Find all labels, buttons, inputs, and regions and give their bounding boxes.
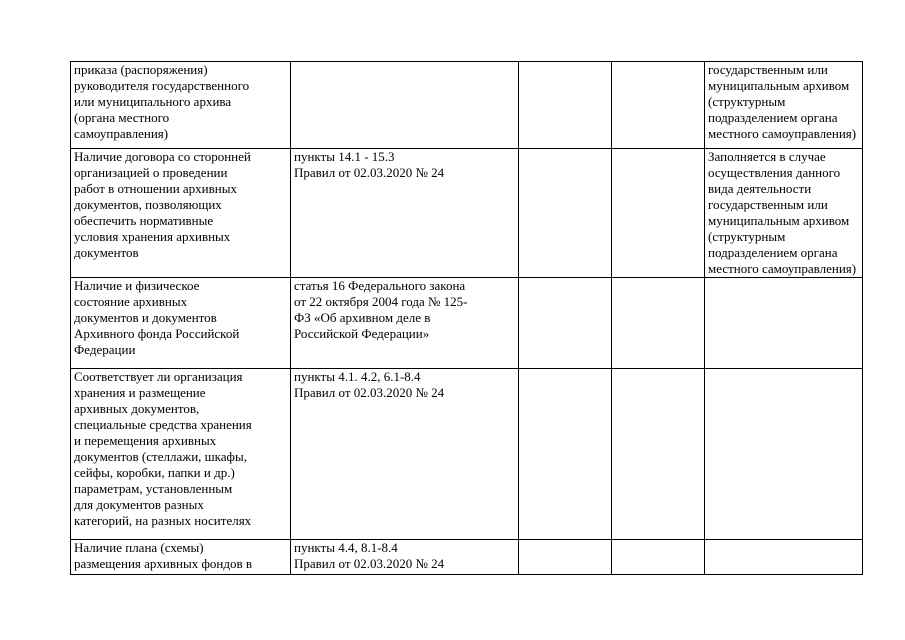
note-cell-line: (структурным [708, 94, 786, 109]
requirement-cell-line: обеспечить нормативные [74, 213, 214, 228]
requirement-cell-line: руководителя государственного [74, 78, 250, 93]
inspection-table [70, 61, 863, 575]
note-cell-line: государственным или [708, 197, 828, 212]
requirement-cell-line: (органа местного [74, 110, 170, 125]
requirement-cell-line: документов, позволяющих [74, 197, 222, 212]
table-row [71, 540, 863, 575]
result-cell [519, 369, 612, 540]
answer-cell [612, 540, 705, 575]
requirement-cell-line: состояние архивных [74, 294, 188, 309]
requirement-cell-line: работ в отношении архивных [74, 181, 237, 196]
requirement-cell [71, 149, 291, 278]
answer-cell [612, 62, 705, 149]
note-cell-line: подразделением органа [708, 245, 838, 260]
requirement-cell-line: Архивного фонда Российской [74, 326, 240, 341]
requirement-cell-line: документов и документов [74, 310, 217, 325]
note-cell [705, 540, 863, 575]
note-cell [705, 149, 863, 278]
reference-cell [291, 149, 519, 278]
requirement-cell-line: Наличие и физическое [74, 278, 200, 293]
note-cell-line: (структурным [708, 229, 786, 244]
note-cell-line: вида деятельности [708, 181, 812, 196]
requirement-cell-line: условия хранения архивных [74, 229, 231, 244]
answer-cell [612, 278, 705, 369]
note-cell [705, 62, 863, 149]
reference-cell-line: ФЗ «Об архивном деле в [294, 310, 431, 325]
requirement-cell-line: Наличие договора со сторонней [74, 149, 251, 164]
requirement-cell-line: параметрам, установленным [74, 481, 233, 496]
requirement-cell-line: хранения и размещение [74, 385, 206, 400]
result-cell [519, 540, 612, 575]
table-row [71, 278, 863, 369]
reference-cell-line: Российской Федерации» [294, 326, 430, 341]
table-row [71, 369, 863, 540]
reference-cell-line: Правил от 02.03.2020 № 24 [294, 556, 445, 571]
requirement-cell [71, 369, 291, 540]
reference-cell-line: пункты 4.4, 8.1-8.4 [294, 540, 398, 555]
requirement-cell [71, 62, 291, 149]
reference-cell-line: статья 16 Федерального закона [294, 278, 466, 293]
note-cell [705, 278, 863, 369]
requirement-cell-line: архивных документов, [74, 401, 200, 416]
reference-cell [291, 540, 519, 575]
reference-cell-line: пункты 14.1 - 15.3 [294, 149, 395, 164]
note-cell-line: государственным или [708, 62, 828, 77]
reference-cell-line: Правил от 02.03.2020 № 24 [294, 165, 445, 180]
note-cell-line: местного самоуправления) [708, 126, 857, 141]
requirement-cell-line: специальные средства хранения [74, 417, 252, 432]
requirement-cell-line: документов (стеллажи, шкафы, [74, 449, 247, 464]
requirement-cell-line: сейфы, коробки, папки и др.) [74, 465, 235, 480]
requirement-cell-line: Соответствует ли организация [74, 369, 243, 384]
reference-cell [291, 369, 519, 540]
result-cell [519, 149, 612, 278]
requirement-cell-line: и перемещения архивных [74, 433, 217, 448]
requirement-cell [71, 540, 291, 575]
reference-cell-line: от 22 октября 2004 года № 125- [294, 294, 468, 309]
requirement-cell [71, 278, 291, 369]
requirement-cell-line: организацией о проведении [74, 165, 228, 180]
note-cell [705, 369, 863, 540]
table-row [71, 62, 863, 149]
result-cell [519, 62, 612, 149]
reference-cell-line: Правил от 02.03.2020 № 24 [294, 385, 445, 400]
table-row [71, 149, 863, 278]
answer-cell [612, 149, 705, 278]
answer-cell [612, 369, 705, 540]
requirement-cell-line: приказа (распоряжения) [74, 62, 208, 77]
reference-cell [291, 278, 519, 369]
requirement-cell-line: или муниципального архива [74, 94, 232, 109]
requirement-cell-line: размещения архивных фондов в [74, 556, 252, 571]
note-cell-line: подразделением органа [708, 110, 838, 125]
requirement-cell-line: документов [74, 245, 139, 260]
note-cell-line: местного самоуправления) [708, 261, 857, 276]
note-cell-line: осуществления данного [708, 165, 841, 180]
note-cell-line: Заполняется в случае [708, 149, 826, 164]
result-cell [519, 278, 612, 369]
note-cell-line: муниципальным архивом [708, 78, 850, 93]
requirement-cell-line: самоуправления) [74, 126, 169, 141]
requirement-cell-line: Федерации [74, 342, 136, 357]
reference-cell [291, 62, 519, 149]
requirement-cell-line: для документов разных [74, 497, 204, 512]
requirement-cell-line: категорий, на разных носителях [74, 513, 252, 528]
requirement-cell-line: Наличие плана (схемы) [74, 540, 204, 555]
note-cell-line: муниципальным архивом [708, 213, 850, 228]
reference-cell-line: пункты 4.1. 4.2, 6.1-8.4 [294, 369, 421, 384]
